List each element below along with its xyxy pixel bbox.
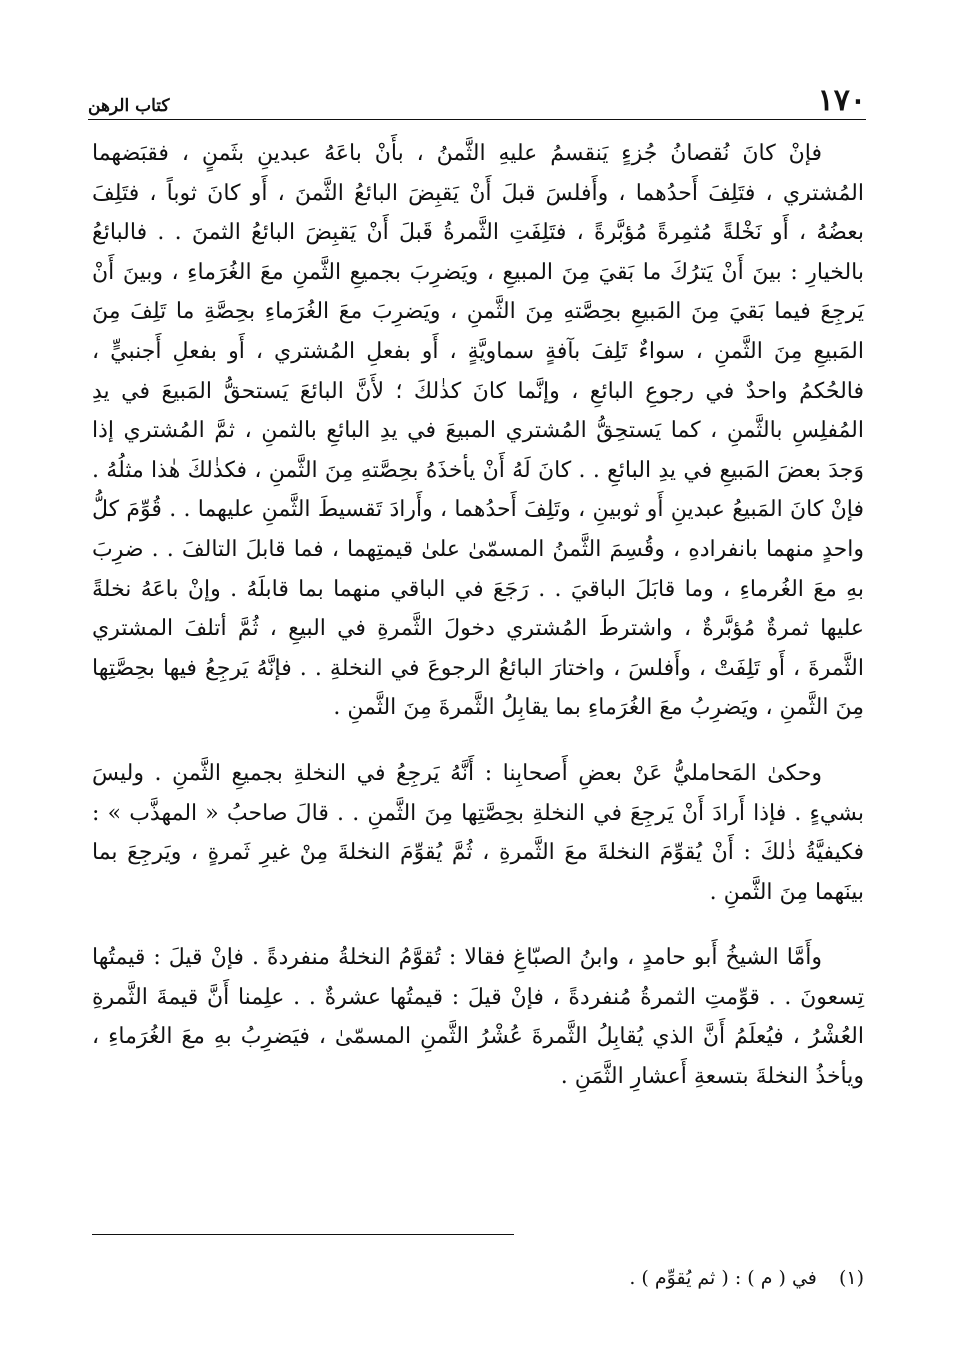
paragraph: وأَمَّا الشيخُ أَبو حامدٍ ، وابنُ الصبّاغِ فقالا : تُقوَّمُ النخلةُ منفردةً . فإنْ قيلَ : قيمتُها تِسعونَ . . قوِّمتِ الثمرةُ مُنفردةً ، فإنْ قيلَ : قيمتُها عشرةٌ . . علِمنا أَنَّ قيمةَ الثَّمرةِ العُشْرُ ، فيُعلَمُ أَنَّ الذي يُقابِلُ الثَّمرةَ عُشْرُ الثَّمنِ المسمّىٰ ، فيَضرِبُ بهِ معَ الغُرَماءِ ، ويأخذُ النخلةَ بتسعةِ أَعشارِ الثَّمَنِ .	[92, 945, 864, 1090]
running-title: كتاب الرهن	[88, 96, 170, 116]
footnote-text: في ( م ) : ( ثم يُقوِّم ) .	[629, 1267, 817, 1289]
footnote	[92, 1264, 864, 1292]
footnote-marker: (١)	[838, 1267, 864, 1289]
page-header	[88, 82, 866, 116]
page-body	[92, 134, 864, 1097]
footnote-separator	[92, 1234, 514, 1235]
paragraph: فإنْ كانَ نُقصانُ جُزءٍ يَنقسمُ عليهِ الثَّمنُ ، بأَنْ باعَهُ عبدينِ بثَمنٍ ، فقبَضهما المُشتري ، فتَلِفَ أَحدُهما ، وأَفلسَ قبلَ أَنْ يَقبِضَ البائعُ الثَّمنَ ، أَو كانَ ثوباً ، فتَلِفَ بعضُهُ ، أَو نَخْلةً مُثمِرةً مُؤبَّرةً ، فتَلِفَتِ الثَّمرةُ قَبلَ أَنْ يَقبِضَ البائعُ الثمنَ . . فالبائعُ بالخيارِ : بينَ أَنْ يَترُكَ ما بَقيَ مِنَ المبيعِ ، ويَضرِبَ بجميعِ الثَّمنِ معَ الغُرَماءِ ، وبينَ أَنْ يَرجِعَ فيما بَقيَ مِنَ المَبيعِ بحِصَّتهِ مِنَ الثَّمنِ ، ويَضرِبَ معَ الغُرَماءِ بحِصَّةِ ما تَلِفَ مِنَ المَبيعِ مِنَ الثَّمنِ ، سواءٌ تَلِفَ بآفةٍ سماويَّةٍ ، أَو بفعلِ المُشتري ، أَو بفعلِ أَجنبيٍّ ، فالحُكمُ واحدٌ في رجوعِ البائعِ ، وإنَّما كانَ كذٰلكَ ؛ لأَنَّ البائعَ يَستحقُّ المَبيعَ في يدِ المُفلِسِ بالثَّمنِ ، كما يَستحِقُّ المُشتري المبيعَ في يدِ البائعِ بالثمنِ ، ثمَّ المُشتري إذا وَجدَ بعضَ المَبيعِ في يدِ البائعِ . . كانَ لَهُ أَنْ يأخذَهُ بحِصَّتهِ مِنَ الثَّمنِ ، فكذٰلكَ هٰذا مثلُهُ . فإنْ كانَ المَبيعُ عبدينِ أَو ثوبينِ ، وتَلِفَ أَحدُهما ، وأَرادَ تَقسيطَ الثَّمنِ عليهما . . قُوِّمَ كلُّ واحدٍ منهما بانفرادهِ ، وقُسِمَ الثَّمنُ المسمّىٰ علىٰ قيمتِهما ، فما قابلَ التالفَ . . ضرِبَ بهِ معَ الغُرماءِ ، وما قابَلَ الباقيَ . . رَجَعَ في الباقي منهما بما قابلَهُ . وإنْ باعَهُ نخلةً عليها ثمرةٌ مُؤبَّرةٌ ، واشترطَ المُشتري دخولَ الثَّمرةِ في البيعِ ، ثُمَّ أتلفَ المشتري الثَّمرةَ ، أَو تَلِفَتْ ، وأَفلسَ ، واختارَ البائعُ الرجوعَ في النخلةِ . . فإنَّهُ يَرجِعُ فيها بحِصَّتِها مِنَ الثَّمنِ ، ويَضرِبُ معَ الغُرَماءِ بما يقابِلُ الثَّمرةَ مِنَ الثَّمنِ .	[92, 141, 864, 721]
paragraph: وحكىٰ المَحامليُّ عَنْ بعضِ أَصحابِنا : أَنَّهُ يَرجِعُ في النخلةِ بجميعِ الثَّمنِ . وليسَ بشيءٍ . فإذا أَرادَ أَنْ يَرجِعَ في النخلةِ بحِصَّتِها مِنَ الثَّمنِ . . قالَ صاحبُ « المهذَّب » : فكيفيَّةُ ذٰلكَ : أَنْ يُقوِّمَ النخلةَ معَ الثَّمرةِ ، ثُمَّ يُقوِّمَ النخلةَ مِنْ غيرِ ثَمرةٍ ، ويَرجِعَ بما بينَهما مِنَ الثَّمنِ .	[92, 760, 864, 905]
page-number: ١٧٠	[817, 83, 866, 118]
header-rule	[88, 119, 866, 120]
